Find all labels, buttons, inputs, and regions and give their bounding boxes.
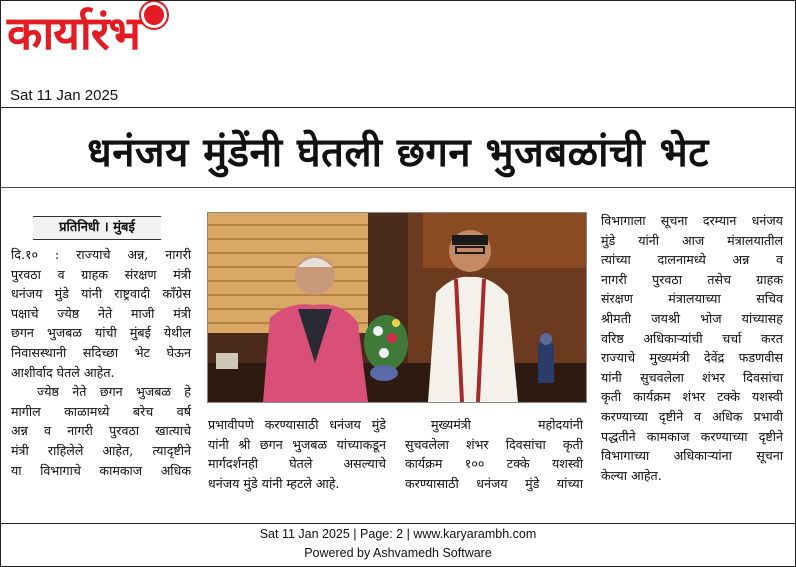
text-line: या विभागाचे कामकाज अधिक [11,462,191,478]
text-line: करण्याच्या दृष्टीने व अधिक प्रभावी [601,408,783,424]
text-line: धनंजय मुंडे यांनी राष्ट्रवादी काँग्रेस [11,286,191,302]
text-line: नागरी पुरवठा तसेच ग्राहक [601,271,783,287]
text-line: पद्धतीने कामकाज करण्याच्या दृष्टीने [601,428,783,444]
text-line: पुरवठा व ग्राहक संरक्षण मंत्री [11,266,191,282]
headline-divider [1,187,795,188]
text-line: विभागाच्या अधिकाऱ्यांना सूचना [601,448,783,464]
publication-date: Sat 11 Jan 2025 [10,87,119,104]
header-divider [1,107,795,108]
text-line: विभागाला सूचना दरम्यान धनंजय [601,213,783,228]
byline: प्रतिनिधी । मुंबई [33,216,161,240]
text-line: छगन भुजबळ यांची मुंबई येथील [11,325,191,341]
text-line: श्रीमती जयश्री भोज यांच्यासह [601,310,783,326]
footer-page-info[interactable]: Sat 11 Jan 2025 | Page: 2 | www.karyarambh.com [259,527,537,541]
masthead-logo[interactable] [7,5,207,71]
text-line: केल्या आहेत. [601,467,662,483]
footer-divider [1,523,795,524]
text-line: यांनी श्री छगन भुजबळ यांच्याकडून [208,436,386,452]
article-column-4 [601,211,783,485]
text-line: ज्येष्ठ नेते छगन भुजबळ हे [37,384,191,400]
text-line: आशीर्वाद घेतले आहेत. [11,364,115,380]
text-line: मंत्री राहिलेले आहेत, त्यादृष्टीने [11,442,191,458]
article-column-1 [11,245,191,480]
text-line: यांनी सुचवलेला शंभर दिवसांचा [601,369,783,385]
text-line: मार्गदर्शनही घेतले असल्याचे [208,456,386,472]
text-line: सुचवलेला शंभर दिवसांचा कृती [405,436,583,452]
article-column-3 [405,415,583,493]
article-headline: धनंजय मुंडेंनी घेतली छगन भुजबळांची भेट [87,130,709,176]
text-line: मागील काळामध्ये बरेच वर्ष [11,403,191,419]
sun-icon [144,5,164,25]
text-line: संरक्षण मंत्रालयाच्या सचिव [601,291,783,307]
text-line: पक्षाचे ज्येष्ठ नेते माजी मंत्री [11,305,191,321]
photo-illustration [208,213,586,402]
article-photo[interactable] [207,212,587,403]
text-line: वरिष्ठ अधिकाऱ्यांची चर्चा करत [601,330,783,346]
article-column-2 [208,415,386,493]
text-line: करण्यासाठी धनंजय मुंडे यांच्या [405,475,583,491]
text-line: दि.१० : राज्याचे अन्न, नागरी [11,247,191,262]
text-line: राज्याचे मुख्यमंत्री देवेंद्र फडणवीस [601,350,783,366]
text-line: मुंडे यांनी आज मंत्रालयातील [601,232,783,248]
text-line: मुख्यमंत्री महोदयांनी [431,417,583,432]
text-line: अन्न व नागरी पुरवठा खात्याचे [11,423,191,439]
text-line: त्यांच्या दालनामध्ये अन्न व [601,252,783,268]
logo-text: कार्यारंभ [7,6,140,60]
text-line: धनंजय मुंडे यांनी म्हटले आहे. [208,475,340,491]
text-line: निवासस्थानी सदिच्छा भेट घेऊन [11,344,191,360]
text-line: प्रभावीपणे करण्यासाठी धनंजय मुंडे [208,417,386,432]
text-line: कार्यक्रम १०० टक्के यशस्वी [405,456,583,472]
footer-credit: Powered by Ashvamedh Software [304,546,492,560]
text-line: कृती कार्यक्रम शंभर टक्के यशस्वी [601,389,783,405]
